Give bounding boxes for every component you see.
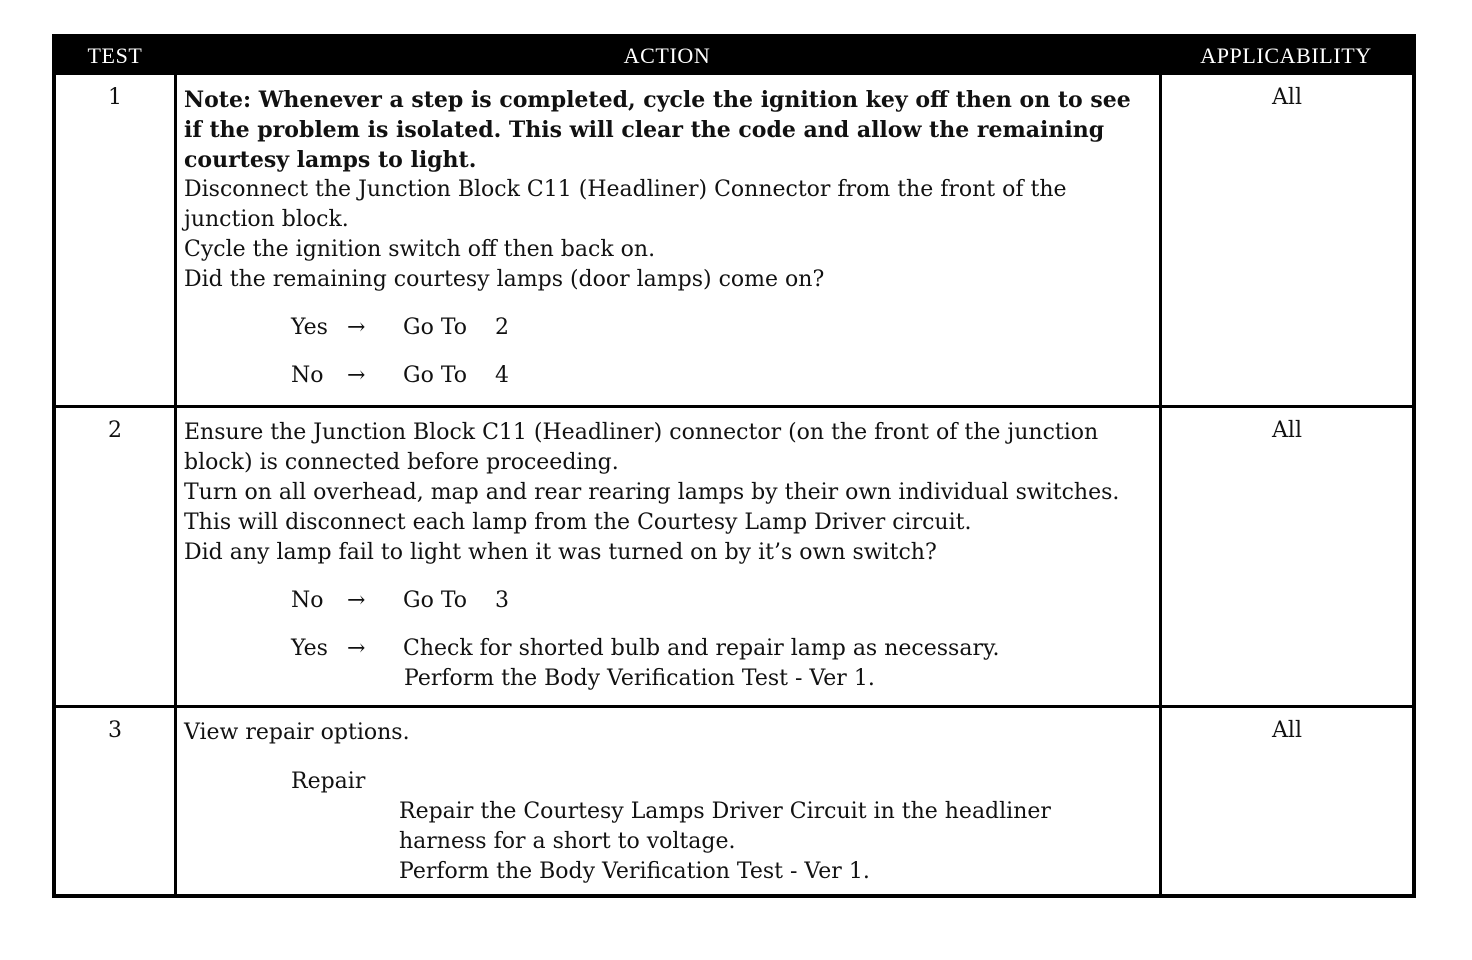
- goto-label: Go To: [403, 588, 468, 613]
- action-text: Cycle the ignition switch off then back on.: [184, 237, 656, 262]
- branch-detail: Check for shorted bulb and repair lamp as necessary.: [403, 636, 1000, 661]
- repair-text: harness for a short to voltage.: [399, 829, 736, 854]
- branch-no: [291, 586, 1153, 616]
- table-row: [56, 705, 1412, 897]
- arrow-right-icon: →: [347, 636, 366, 661]
- repair-text: Repair the Courtesy Lamps Driver Circuit in the headliner: [399, 799, 1051, 824]
- note-line: Note: Whenever a step is completed, cycle the ignition key off then on to see: [184, 87, 1131, 113]
- note-line: if the problem is isolated. This will clear the code and allow the remaining: [184, 117, 1105, 143]
- goto-label: Go To: [403, 363, 468, 388]
- goto-label: Go To: [403, 315, 468, 340]
- action-text: Disconnect the Junction Block C11 (Headliner) Connector from the front of the: [184, 177, 1067, 202]
- goto-target: 4: [495, 363, 509, 388]
- header-action: ACTION: [623, 43, 711, 68]
- table-row: [56, 405, 1412, 705]
- note-line: courtesy lamps to light.: [184, 147, 477, 173]
- action-cell: [174, 708, 1162, 897]
- test-number: 3: [108, 718, 122, 743]
- table-row: [56, 75, 1412, 405]
- diagnostic-test-table: [52, 34, 1416, 898]
- applicability-value: All: [1272, 718, 1302, 743]
- repair-text: Perform the Body Verification Test - Ver 1.: [399, 859, 870, 884]
- branch-yes: [291, 634, 1153, 664]
- header-test: TEST: [87, 43, 143, 68]
- goto-target: 3: [495, 588, 509, 613]
- repair-label: Repair: [291, 769, 366, 794]
- action-text: This will disconnect each lamp from the Courtesy Lamp Driver circuit.: [184, 510, 972, 535]
- branch-no: [291, 361, 1153, 391]
- action-cell: [174, 75, 1162, 405]
- action-cell: [174, 408, 1162, 705]
- applicability-value: All: [1272, 418, 1302, 443]
- arrow-right-icon: →: [347, 588, 366, 613]
- action-text: View repair options.: [184, 720, 410, 745]
- header-applicability: APPLICABILITY: [1200, 43, 1372, 68]
- action-text: junction block.: [184, 207, 349, 232]
- action-text: Did the remaining courtesy lamps (door lamps) come on?: [184, 267, 825, 292]
- arrow-right-icon: →: [347, 315, 366, 340]
- action-text: Ensure the Junction Block C11 (Headliner) connector (on the front of the junction: [184, 420, 1099, 445]
- branch-label: Yes: [291, 315, 328, 340]
- action-text: Did any lamp fail to light when it was turned on by it’s own switch?: [184, 540, 937, 565]
- branch-label: No: [291, 588, 324, 613]
- test-number: 2: [108, 418, 122, 443]
- action-text: block) is connected before proceeding.: [184, 450, 619, 475]
- branch-label: Yes: [291, 636, 328, 661]
- branch-label: No: [291, 363, 324, 388]
- action-text: Turn on all overhead, map and rear rearing lamps by their own individual switches.: [184, 480, 1120, 505]
- table-header: [56, 37, 1412, 75]
- branch-detail: Perform the Body Verification Test - Ver 1.: [404, 666, 875, 691]
- branch-yes: [291, 313, 1153, 343]
- applicability-value: All: [1272, 85, 1302, 110]
- test-number: 1: [108, 85, 122, 110]
- goto-target: 2: [495, 315, 509, 340]
- arrow-right-icon: →: [347, 363, 366, 388]
